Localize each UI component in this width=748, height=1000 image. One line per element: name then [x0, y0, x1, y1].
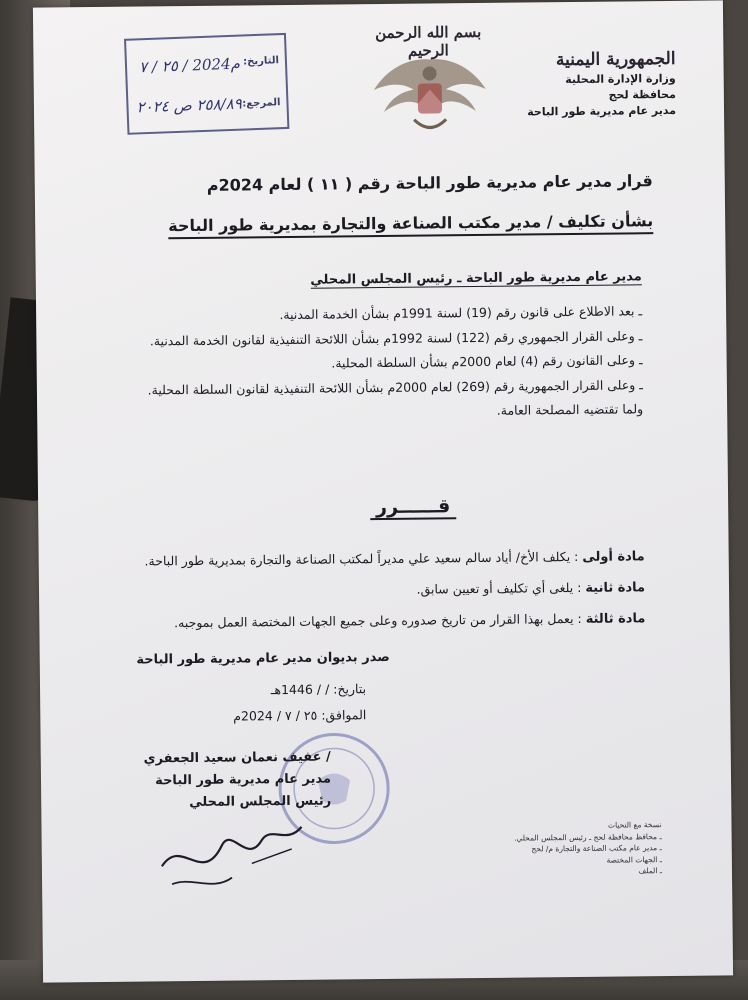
handwritten-signature-icon — [151, 805, 312, 897]
stamp-date-value: ٢٥ / ٧ / 2024م — [138, 54, 241, 77]
stamp-ref-value: ٢٥٨/٨٩ ص ٢٠٢٤ — [136, 94, 243, 117]
preamble-signer-text: مدير عام مديرية طور الباحة ـ رئيس المجلس المحلي — [310, 269, 642, 288]
republic-name: الجمهورية اليمنية — [555, 48, 676, 71]
copies-list — [514, 819, 662, 878]
preamble-item: ولما تقتضيه المصلحة العامة. — [496, 401, 644, 418]
copy-item: ـ الجهات المختصة — [606, 854, 662, 865]
bismillah: بسم الله الرحمن الرحيم — [375, 22, 482, 60]
preamble-item: ـ وعلى القانون رقم (4) لعام 2000م بشأن السلطة المحلية. — [331, 352, 643, 371]
articles-list — [65, 541, 646, 640]
office-name: مدير عام مديرية طور الباحة — [527, 103, 677, 119]
letterhead — [485, 49, 676, 119]
article-text: : يلغى أي تكليف أو تعيين سابق. — [416, 579, 582, 597]
stamp-date-label: التاريخ: — [242, 55, 280, 68]
ministry-name: وزارة الإدارة المحلية — [565, 71, 676, 87]
decree-heading — [368, 495, 458, 518]
copies-heading: نسخة مع التحيات — [607, 820, 662, 830]
article-item — [65, 603, 645, 640]
issued-line: صدر بديوان مدير عام مديرية طور الباحة — [136, 649, 390, 668]
hijri-date: بتاريخ: / / 1446هـ — [270, 681, 367, 698]
article-text: : يكلف الأخ/ أياد سالم سعيد علي مديراً لمكتب الصناعة والتجارة بمديرية طور الباحة. — [144, 548, 579, 569]
copy-item: ـ مدير عام مكتب الصناعة والتجارة م/ لحج — [531, 843, 662, 854]
issue-dates — [233, 676, 367, 729]
article-label: مادة أولى — [582, 549, 645, 565]
decree-title: قرار مدير عام مديرية طور الباحة رقم ( ١١ ) لعام 2024م — [206, 171, 653, 195]
decree-heading-text: قــــــرر — [370, 495, 456, 520]
preamble-signer — [310, 269, 642, 287]
preamble-list — [82, 299, 643, 427]
preamble-item: ـ بعد الاطلاع على قانون رقم (19) لسنة 1991م بشأن الخدمة المدنية. — [279, 303, 643, 323]
eagle-emblem-icon — [369, 49, 490, 140]
article-label: مادة ثالثة — [585, 611, 646, 627]
signer-name: / عفيف نعمان سعيد الجعفري — [143, 749, 331, 767]
article-text: : يعمل بهذا القرار من تاريخ صدوره وعلى جميع الجهات المختصة العمل بموجبه. — [174, 610, 582, 631]
preamble-item: ـ وعلى القرار الجمهوري رقم (122) لسنة 1992م بشأن اللائحة التنفيذية لقانون الخدمة المدنية. — [149, 327, 643, 348]
governorate-name: محافظة لحج — [608, 87, 676, 102]
registry-stamp — [124, 33, 289, 135]
preamble-item: ـ وعلى القرار الجمهورية رقم (269) لعام 2000م بشأن اللائحة التنفيذية لقانون السلطة المحلية. — [147, 376, 643, 397]
copy-item: ـ محافظ محافظة لحج ـ رئيس المجلس المحلي. — [513, 831, 662, 843]
copy-item: ـ الملف — [638, 866, 663, 876]
decree-subject — [168, 211, 653, 235]
stamp-ref-label: المرجع: — [242, 97, 281, 110]
document-page — [33, 0, 733, 982]
signer-title: مدير عام مديرية طور الباحة — [155, 771, 332, 789]
gregorian-date: الموافق: ٢٥ / ٧ / 2024م — [233, 707, 367, 724]
signer-role: رئيس المجلس المحلي — [189, 793, 332, 811]
decree-subject-text: بشأن تكليف / مدير مكتب الصناعة والتجارة بمديرية طور الباحة — [168, 211, 653, 239]
article-label: مادة ثانية — [585, 580, 646, 596]
